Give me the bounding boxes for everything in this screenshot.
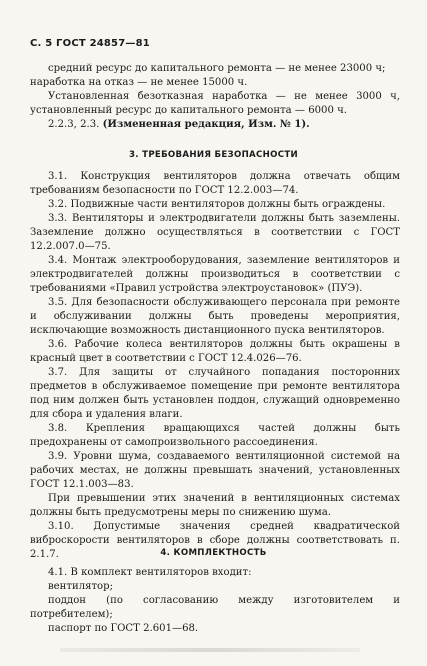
clause-ref: 2.2.3, 2.3.	[48, 119, 100, 130]
paragraph: наработка на отказ — не менее 15000 ч.	[30, 77, 248, 88]
paragraph: При превышении этих значений в вентиляционных системах должны быть предусмотрены меры по снижению шума.	[30, 493, 400, 518]
list-item: паспорт по ГОСТ 2.601—68.	[48, 623, 199, 634]
paragraph: 4.1. В комплект вентиляторов входит:	[48, 567, 252, 578]
paragraph: средний ресурс до капитального ремонта — не менее 23000 ч;	[48, 63, 386, 74]
page-header: С. 5 ГОСТ 24857—81	[30, 38, 150, 49]
paragraph: 3.10. Допустимые значения средней квадратической виброскорости вентиляторов в сборе должны соответствовать п. 2.1.7.	[30, 521, 400, 560]
paragraph: 3.9. Уровни шума, создаваемого вентиляционной системой на рабочих местах, не должны превышать значений, установленных ГОСТ 12.1.003—83.	[30, 451, 400, 490]
completeness-section	[30, 566, 400, 636]
paragraph: 3.3. Вентиляторы и электродвигатели должны быть заземлены. Заземление должно осуществляться в соответствии с ГОСТ 12.2.007.0—75.	[30, 213, 400, 252]
paragraph: 3.4. Монтаж электрооборудования, заземление вентиляторов и электродвигателей должны производиться в соответствии с требованиями «Правил устройства электроустановок» (ПУЭ).	[30, 255, 400, 294]
intro-block	[30, 62, 400, 132]
amendment-label: (Измененная редакция, Изм. № 1).	[102, 119, 310, 130]
paragraph: 3.2. Подвижные части вентиляторов должны быть ограждены.	[48, 199, 386, 210]
list-item: поддон (по согласованию между изготовителем и потребителем);	[30, 595, 400, 620]
paragraph: 3.7. Для защиты от случайного попадания посторонних предметов в обслуживаемое помещение при ремонте вентилятора под ним должен быть установлен поддон, служащий одновременно для сбора и удаления влаги.	[30, 367, 400, 420]
safety-section	[30, 170, 400, 562]
paragraph: 3.5. Для безопасности обслуживающего персонала при ремонте и обслуживании должны быть проведены мероприятия, исключающие возможность дистанционного пуска вентиляторов.	[30, 297, 400, 336]
section-title-safety: 3. ТРЕБОВАНИЯ БЕЗОПАСНОСТИ	[129, 150, 298, 160]
section-title-completeness: 4. КОМПЛЕКТНОСТЬ	[160, 548, 267, 558]
paragraph: 3.6. Рабочие колеса вентиляторов должны быть окрашены в красный цвет в соответствии с ГОСТ 12.4.026—76.	[30, 339, 400, 364]
paragraph: Установленная безотказная наработка — не менее 3000 ч, установленный ресурс до капитального ремонта — 6000 ч.	[30, 91, 400, 116]
amendment-note	[30, 118, 400, 132]
paragraph: 3.8. Крепления вращающихся частей должны быть предохранены от самопроизвольного рассоединения.	[30, 423, 400, 448]
paragraph: 3.1. Конструкция вентиляторов должна отвечать общим требованиям безопасности по ГОСТ 12.2.003—74.	[30, 171, 400, 196]
list-item: вентилятор;	[48, 581, 113, 592]
scan-artifact	[60, 648, 360, 652]
